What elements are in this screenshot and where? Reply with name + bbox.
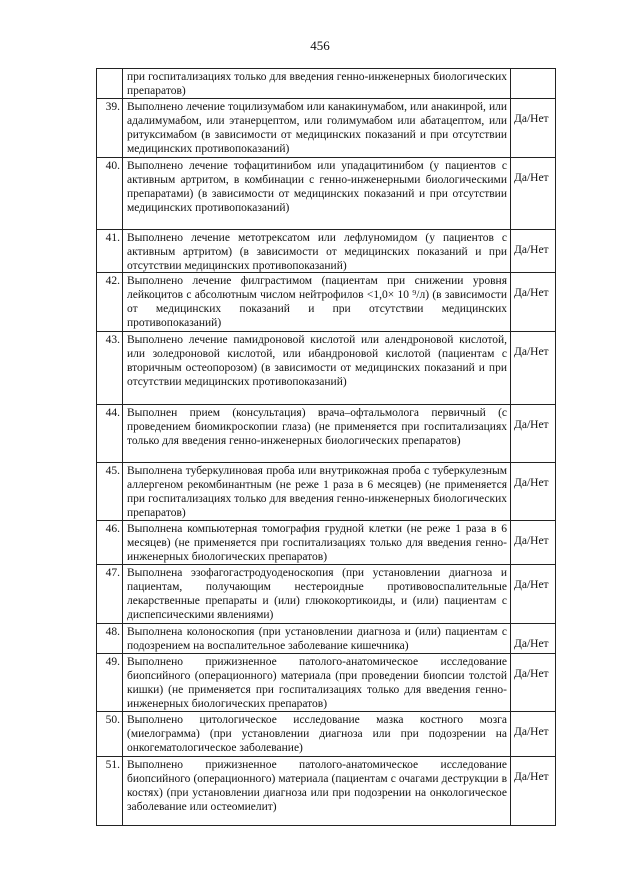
criterion-text: Выполнено цитологическое исследование мазка костного мозга (миелограмма) (при установлении диагноза или при подозрении на онкогематологическое заболевание) <box>123 712 511 756</box>
criterion-value: Да/Нет <box>514 113 549 125</box>
table-row <box>97 273 555 332</box>
table-row <box>97 158 555 230</box>
criterion-text: Выполнено прижизненное патолого-анатомическое исследование биопсийного (операционного) материала (пациентам с очагами деструкции в костях) (при установлении диагноза или при подозрении на онкологическое заболевание или остеомиелит) <box>123 757 511 825</box>
criterion-value: Да/Нет <box>514 638 549 650</box>
row-number: 51. <box>97 757 123 825</box>
row-number: 49. <box>97 654 123 711</box>
criterion-value <box>511 69 555 98</box>
criterion-text: Выполнена колоноскопия (при установлении диагноза и (или) пациентам с подозрением на воспалительное заболевание кишечника) <box>123 624 511 653</box>
criterion-text: Выполнена эзофагогастродуоденоскопия (при установлении диагноза и пациентам, получающим нестероидные противовоспалительные лекарственные препараты и (или) глюкокортикоиды, и (или) пациентам с диспепсическими явлениями) <box>123 565 511 623</box>
criterion-text: Выполнено лечение тофацитинибом или упадацитинибом (у пациентов с активным артритом, в комбинации с генно-инженерными биологическими препаратами) (в зависимости от медицинских показаний и при отсутствии медицинских противопоказаний) <box>123 158 511 229</box>
criterion-value: Да/Нет <box>514 287 549 299</box>
criterion-value: Да/Нет <box>514 477 549 489</box>
row-number: 39. <box>97 99 123 157</box>
table-row <box>97 463 555 521</box>
criterion-text: Выполнен прием (консультация) врача–офтальмолога первичный (с проведением биомикроскопии глаза) (не применяется при госпитализациях только для введения генно-инженерных биологических препаратов) <box>123 405 511 462</box>
page-number: 456 <box>310 38 330 53</box>
row-number: 42. <box>97 273 123 331</box>
table-row <box>97 230 555 273</box>
table-row <box>97 405 555 463</box>
row-number: 48. <box>97 624 123 653</box>
criterion-text: Выполнено прижизненное патолого-анатомическое исследование биопсийного (операционного) материала (при проведении биопсии толстой кишки) (не применяется при госпитализациях только для введения генно-инженерных биологических препаратов) <box>123 654 511 711</box>
row-number <box>97 69 123 98</box>
criterion-text: при госпитализациях только для введения генно-инженерных биологических препаратов) <box>123 69 511 98</box>
criterion-text: Выполнена туберкулиновая проба или внутрикожная проба с туберкулезным аллергеном рекомбинантным (не реже 1 раза в 6 месяцев) (не применяется при госпитализациях только для введения генно-инженерных биологических препаратов) <box>123 463 511 520</box>
row-number: 47. <box>97 565 123 623</box>
table-row <box>97 757 555 825</box>
row-number: 40. <box>97 158 123 229</box>
criterion-value: Да/Нет <box>514 346 549 358</box>
table-row <box>97 565 555 624</box>
row-number: 44. <box>97 405 123 462</box>
criterion-text: Выполнено лечение филграстимом (пациентам при снижении уровня лейкоцитов с абсолютным числом нейтрофилов <1,0× 10 ⁹/л) (в зависимости от медицинских показаний и при отсутствии медицинских противопоказаний) <box>123 273 511 331</box>
criterion-text: Выполнено лечение метотрексатом или лефлуномидом (у пациентов с активным артритом) (в зависимости от медицинских показаний и при отсутствии медицинских противопоказаний) <box>123 230 511 272</box>
criterion-text: Выполнено лечение памидроновой кислотой или алендроновой кислотой, или золедроновой кислотой, или ибандроновой кислотой (пациентам с вторичным остеопорозом) (в зависимости от медицинских показаний и при отсутствии медицинских противопоказаний) <box>123 332 511 404</box>
row-number: 45. <box>97 463 123 520</box>
table-row <box>97 712 555 757</box>
table-row <box>97 521 555 565</box>
criterion-value: Да/Нет <box>514 579 549 591</box>
table-row <box>97 332 555 405</box>
row-number: 50. <box>97 712 123 756</box>
criterion-value: Да/Нет <box>514 419 549 431</box>
criterion-value: Да/Нет <box>514 668 549 680</box>
table-row <box>97 624 555 654</box>
criterion-text: Выполнено лечение тоцилизумабом или канакинумабом, или анакинрой, или адалимумабом, или этанерцептом, или голимумабом или абатацептом, или ритуксимабом (в зависимости от медицинских показаний и при отсутствии медицинских противопоказаний) <box>123 99 511 157</box>
table-row <box>97 99 555 158</box>
row-number: 43. <box>97 332 123 404</box>
row-number: 46. <box>97 521 123 564</box>
criterion-text: Выполнена компьютерная томография грудной клетки (не реже 1 раза в 6 месяцев) (не применяется при госпитализациях только для введения генно-инженерных биологических препаратов) <box>123 521 511 564</box>
table-row <box>97 654 555 712</box>
table-row <box>97 69 555 99</box>
criterion-value: Да/Нет <box>514 244 549 256</box>
row-number: 41. <box>97 230 123 272</box>
criterion-value: Да/Нет <box>514 172 549 184</box>
criteria-table <box>96 68 556 826</box>
criterion-value: Да/Нет <box>514 535 549 547</box>
criterion-value: Да/Нет <box>514 726 549 738</box>
criterion-value: Да/Нет <box>514 771 549 783</box>
